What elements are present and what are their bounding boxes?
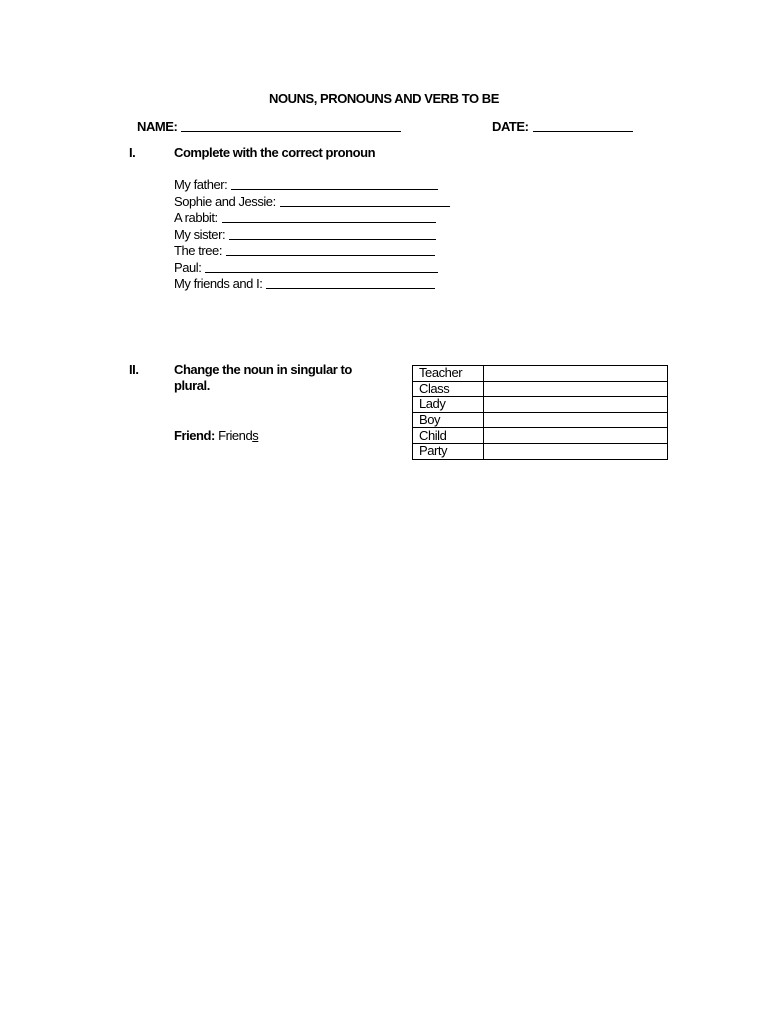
section-2-number: II. [129, 362, 139, 377]
plural-answer-cell [484, 366, 668, 382]
plural-answer-cell [484, 428, 668, 444]
list-item [174, 193, 450, 210]
date-blank [533, 119, 633, 132]
plural-answer-cell [484, 397, 668, 413]
example-stem: Friend [218, 428, 253, 443]
table-row [413, 428, 668, 444]
list-item-label: My father: [174, 177, 228, 192]
plural-example [174, 428, 258, 445]
answer-blank [222, 210, 436, 223]
example-label: Friend: [174, 428, 215, 443]
worksheet-title: NOUNS, PRONOUNS AND VERB TO BE [269, 91, 499, 106]
answer-blank [205, 260, 438, 273]
list-item [174, 275, 450, 292]
singular-cell: Teacher [413, 366, 484, 382]
section-2-heading-line-1: Change the noun in singular to [174, 362, 352, 377]
table-row [413, 397, 668, 413]
table-row [413, 412, 668, 428]
list-item [174, 226, 450, 243]
table-row [413, 381, 668, 397]
list-item [174, 242, 450, 259]
table-row [413, 443, 668, 459]
answer-blank [280, 194, 450, 207]
list-item-label: The tree: [174, 243, 222, 258]
date-label: DATE: [492, 119, 529, 134]
example-suffix: s [252, 428, 259, 443]
singular-cell: Lady [413, 397, 484, 413]
answer-blank [229, 227, 436, 240]
list-item-label: A rabbit: [174, 210, 218, 225]
plural-table [412, 365, 668, 460]
pronoun-list [174, 176, 450, 292]
plural-answer-cell [484, 412, 668, 428]
list-item [174, 209, 450, 226]
singular-cell: Boy [413, 412, 484, 428]
answer-blank [226, 243, 435, 256]
name-blank [181, 119, 401, 132]
list-item [174, 259, 450, 276]
list-item-label: My sister: [174, 226, 226, 242]
name-label: NAME: [137, 119, 178, 134]
plural-answer-cell [484, 443, 668, 459]
section-2-heading-line-2: plural. [174, 378, 210, 393]
name-field [137, 118, 401, 136]
singular-cell: Party [413, 443, 484, 459]
list-item [174, 176, 450, 193]
list-item-label: My friends and I: [174, 276, 263, 291]
date-field [492, 118, 633, 136]
plural-answer-cell [484, 381, 668, 397]
singular-cell: Child [413, 428, 484, 444]
section-1-number: I. [129, 145, 136, 160]
answer-blank [231, 177, 438, 190]
list-item-label: Paul: [174, 259, 202, 275]
singular-cell: Class [413, 381, 484, 397]
table-row [413, 366, 668, 382]
section-1-heading: Complete with the correct pronoun [174, 145, 376, 160]
list-item-label: Sophie and Jessie: [174, 193, 276, 209]
answer-blank [266, 276, 435, 289]
